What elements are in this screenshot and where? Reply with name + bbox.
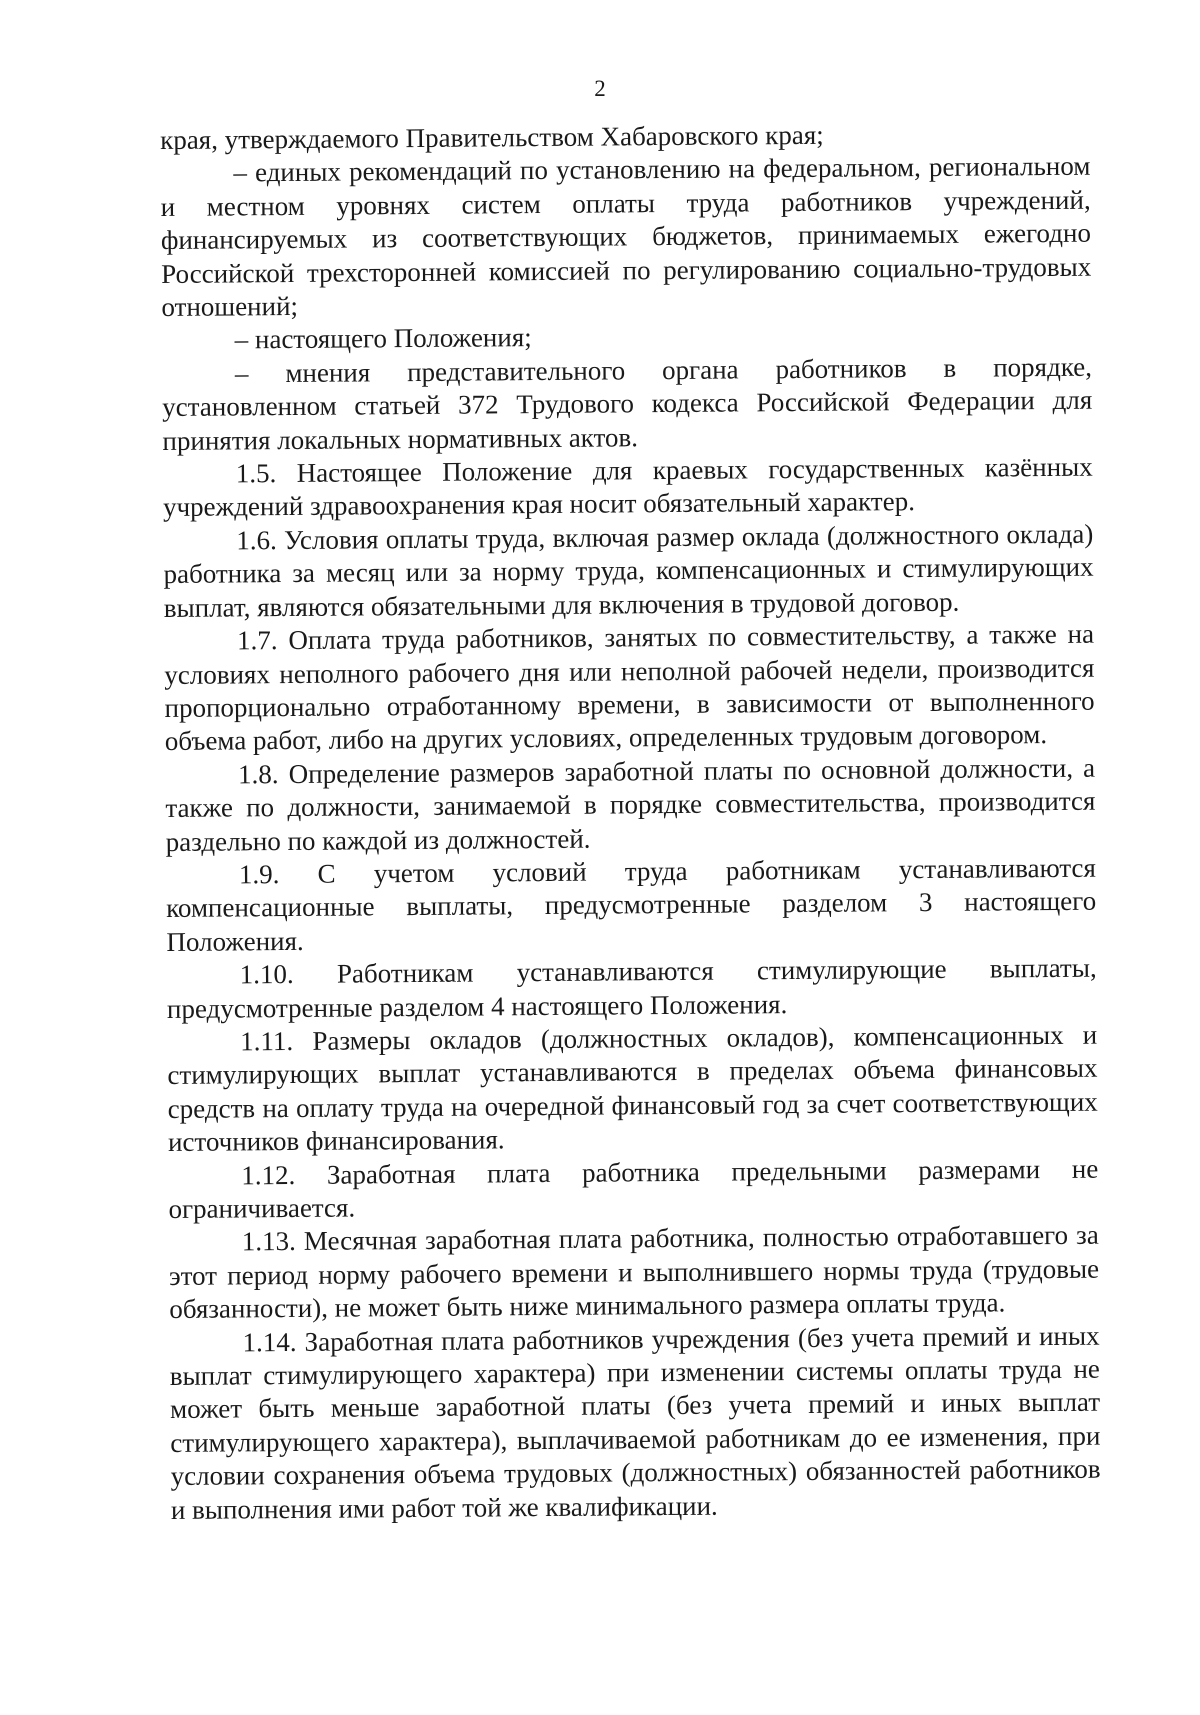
list-item-representative-opinion: – мнения представительного органа работников в порядке, установленном статьей 372 Трудового кодекса Российской Федерации для принятия локальных нормативных актов.: [162, 351, 1093, 456]
clause-1-7: 1.7. Оплата труда работников, занятых по совместительству, а также на условиях неполного рабочего дня или неполной рабочей недели, производится пропорционально отработанному времени, в зависимости от выполненного объема работ, либо на других условиях, определенных трудовым договором.: [164, 618, 1095, 757]
clause-1-13: 1.13. Месячная заработная плата работника, полностью отработавшего за этот период норму рабочего времени и выполнившего нормы труда (трудовые обязанности), не может быть ниже минимального размера оплаты труда.: [168, 1220, 1100, 1325]
clause-1-6: 1.6. Условия оплаты труда, включая размер оклада (должностного оклада) работника за месяц или за норму труда, компенсационных и стимулирующих выплат, являются обязательными для включения в трудовой договор.: [163, 518, 1094, 623]
clause-1-9: 1.9. С учетом условий труда работникам устанавливаются компенсационные выплаты, предусмотренные разделом 3 настоящего Положения.: [166, 852, 1097, 957]
paragraph-continuation: края, утверждаемого Правительством Хабаровского края;: [160, 119, 824, 155]
document-body: [160, 117, 1101, 1527]
clause-1-14: 1.14. Заработная плата работников учреждения (без учета премий и иных выплат стимулирующего характера) при изменении системы оплаты труда не может быть меньше заработной платы (без учета премий и иных выплат стимулирующего характера), выплачиваемой работникам до ее изменения, при условии сохранения объема трудовых (должностных) обязанностей работников и выполнения ими работ той же квалификации.: [169, 1320, 1101, 1525]
clause-1-12: 1.12. Заработная плата работника предельными размерами не ограничивается.: [168, 1153, 1099, 1224]
clause-1-10: 1.10. Работникам устанавливаются стимулирующие выплаты, предусмотренные разделом 4 настоящего Положения.: [166, 952, 1097, 1024]
page-number: 2: [594, 76, 606, 101]
clause-1-5: 1.5. Настоящее Положение для краевых государственных казённых учреждений здравоохранения края носит обязательный характер.: [162, 451, 1093, 523]
list-item-regulation: – настоящего Положения;: [234, 322, 532, 355]
clause-1-11: 1.11. Размеры окладов (должностных окладов), компенсационных и стимулирующих выплат устанавливаются в пределах объема финансовых средств на оплату труда на очередной финансовый год за счет соответствующих источников финансирования.: [167, 1019, 1098, 1158]
list-item-recommendations: – единых рекомендаций по установлению на федеральном, региональном и местном уровнях систем оплаты труда работников учреждений, финансируемых из соответствующих бюджетов, принимаемых ежегодно Российской трехсторонней комиссией по регулированию социально-трудовых отношений;: [160, 151, 1092, 323]
clause-1-8: 1.8. Определение размеров заработной платы по основной должности, а также по должности, занимаемой в порядке совместительства, производится раздельно по каждой из должностей.: [165, 752, 1096, 857]
